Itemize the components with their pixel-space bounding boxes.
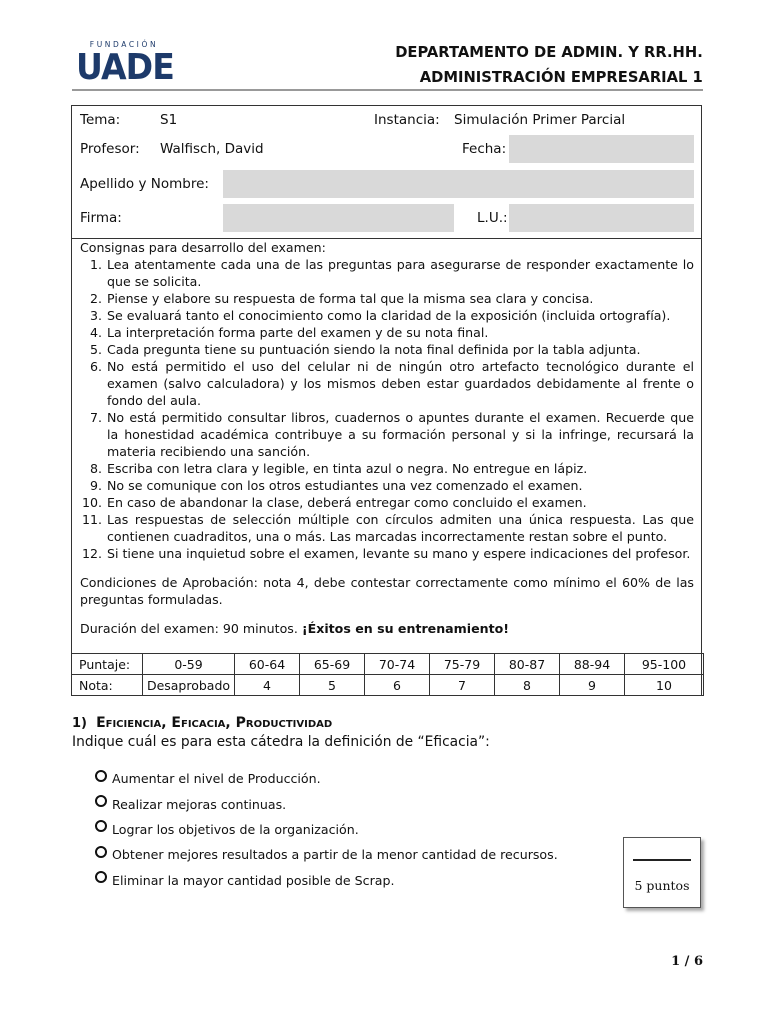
logo-uade: UADE	[76, 47, 174, 88]
table-cell: 75-79	[430, 654, 495, 675]
radio-circle-icon[interactable]	[95, 846, 107, 858]
condiciones-aprobacion: Condiciones de Aprobación: nota 4, debe contestar correctamente como mínimo el 60% de las preguntas formuladas.	[80, 575, 694, 607]
firma-field[interactable]	[223, 204, 454, 232]
list-item: 9. No se comunique con los otros estudiantes una vez comenzado el examen.	[89, 478, 583, 493]
consignas-title: Consignas para desarrollo del examen:	[80, 240, 326, 255]
list-item: 2. Piense y elabore su respuesta de forma tal que la misma sea clara y concisa.	[89, 291, 594, 306]
score-blank-line[interactable]	[633, 859, 691, 861]
question-heading: Eficiencia, Eficacia, Productividad	[96, 715, 333, 731]
question-number: 1)	[72, 716, 87, 731]
question-1-title	[72, 715, 332, 731]
list-item: 10. En caso de abandonar la clase, deberá entregar como concluido el examen.	[81, 495, 587, 510]
exitos-text: ¡Éxitos en su entrenamiento!	[301, 621, 510, 636]
table-cell: 7	[430, 675, 495, 696]
question-1-text: Indique cuál es para esta cátedra la definición de “Eficacia”:	[72, 734, 490, 750]
grading-table	[71, 653, 704, 696]
list-item: 11. Las respuestas de selección múltiple con círculos admiten una única respuesta. Las que contienen cuadraditos, una o más. Las marcadas incorrectamente restan sobre el punto.	[81, 512, 694, 544]
table-cell: 9	[560, 675, 625, 696]
page-number: 1 / 6	[671, 954, 703, 969]
exam-info-box	[71, 105, 702, 696]
list-item: 5. Cada pregunta tiene su puntuación siendo la nota final definida por la tabla adjunta.	[89, 342, 641, 357]
table-row	[72, 654, 704, 675]
firma-label: Firma:	[80, 210, 122, 226]
list-item: 12. Si tiene una inquietud sobre el examen, levante su mano y espere indicaciones del profesor.	[81, 546, 691, 561]
list-item: 4. La interpretación forma parte del examen y de su nota final.	[89, 325, 489, 340]
lu-field[interactable]	[509, 204, 694, 232]
nota-label: Nota:	[72, 675, 143, 696]
table-cell: 95-100	[625, 654, 704, 675]
question-1-options	[95, 766, 558, 893]
answer-option[interactable]: Obtener mejores resultados a partir de la menor cantidad de recursos.	[95, 842, 558, 867]
consignas-list	[80, 256, 694, 562]
document-header	[395, 40, 703, 90]
header-rule	[72, 89, 703, 91]
list-item: 3. Se evaluará tanto el conocimiento como la claridad de la exposición (incluida ortografía).	[89, 308, 671, 323]
table-cell: 65-69	[300, 654, 365, 675]
apellido-nombre-field[interactable]	[223, 170, 694, 198]
radio-circle-icon[interactable]	[95, 795, 107, 807]
fecha-field[interactable]	[509, 135, 694, 163]
table-cell: 8	[495, 675, 560, 696]
table-cell: 70-74	[365, 654, 430, 675]
puntaje-label: Puntaje:	[72, 654, 143, 675]
table-cell: 88-94	[560, 654, 625, 675]
table-cell: 60-64	[235, 654, 300, 675]
answer-option[interactable]: Aumentar el nivel de Producción.	[95, 766, 558, 791]
table-cell: 6	[365, 675, 430, 696]
duracion-examen: Duración del examen: 90 minutos. ¡Éxitos en su entrenamiento!	[80, 621, 510, 636]
instancia-value: Simulación Primer Parcial	[454, 112, 626, 128]
table-cell: 5	[300, 675, 365, 696]
answer-option[interactable]: Lograr los objetivos de la organización.	[95, 817, 558, 842]
uade-logo	[76, 40, 176, 86]
logo-fundacion: FUNDACIÓN	[89, 40, 159, 49]
profesor-label: Profesor:	[80, 141, 140, 157]
list-item: 7. No está permitido consultar libros, cuadernos o apuntes durante el examen. Recuerde que la honestidad académica contribuye a su formación personal y si la infringe, recursará la materia recibiendo una sanción.	[89, 410, 694, 459]
list-item: 8. Escriba con letra clara y legible, en tinta azul o negra. No entregue en lápiz.	[89, 461, 588, 476]
lu-label: L.U.:	[477, 210, 508, 226]
answer-option[interactable]: Realizar mejoras continuas.	[95, 791, 558, 816]
instancia-label: Instancia:	[374, 112, 440, 128]
fecha-label: Fecha:	[462, 141, 507, 157]
table-cell: Desaprobado	[143, 675, 235, 696]
list-item: 6. No está permitido el uso del celular ni de ningún otro artefacto tecnológico durante el examen (salvo calculadora) y los mismos deben estar guardados debidamente al frente o fondo del aula.	[89, 359, 694, 408]
score-box	[623, 837, 701, 908]
list-item: 1. Lea atentamente cada una de las preguntas para asegurarse de responder exactamente lo que se solicita.	[89, 257, 694, 289]
radio-circle-icon[interactable]	[95, 871, 107, 883]
tema-label: Tema:	[80, 112, 121, 128]
answer-option[interactable]: Eliminar la mayor cantidad posible de Scrap.	[95, 868, 558, 893]
profesor-value: Walfisch, David	[160, 141, 264, 157]
apellido-label: Apellido y Nombre:	[80, 176, 209, 192]
table-row	[72, 675, 704, 696]
header-department: DEPARTAMENTO DE ADMIN. Y RR.HH.	[395, 43, 703, 61]
header-subject: ADMINISTRACIÓN EMPRESARIAL 1	[419, 68, 703, 86]
score-points: 5 puntos	[634, 878, 690, 893]
radio-circle-icon[interactable]	[95, 770, 107, 782]
table-cell: 4	[235, 675, 300, 696]
radio-circle-icon[interactable]	[95, 820, 107, 832]
consignas-section	[80, 239, 694, 637]
table-cell: 0-59	[143, 654, 235, 675]
tema-value: S1	[160, 112, 178, 128]
table-cell: 10	[625, 675, 704, 696]
table-cell: 80-87	[495, 654, 560, 675]
